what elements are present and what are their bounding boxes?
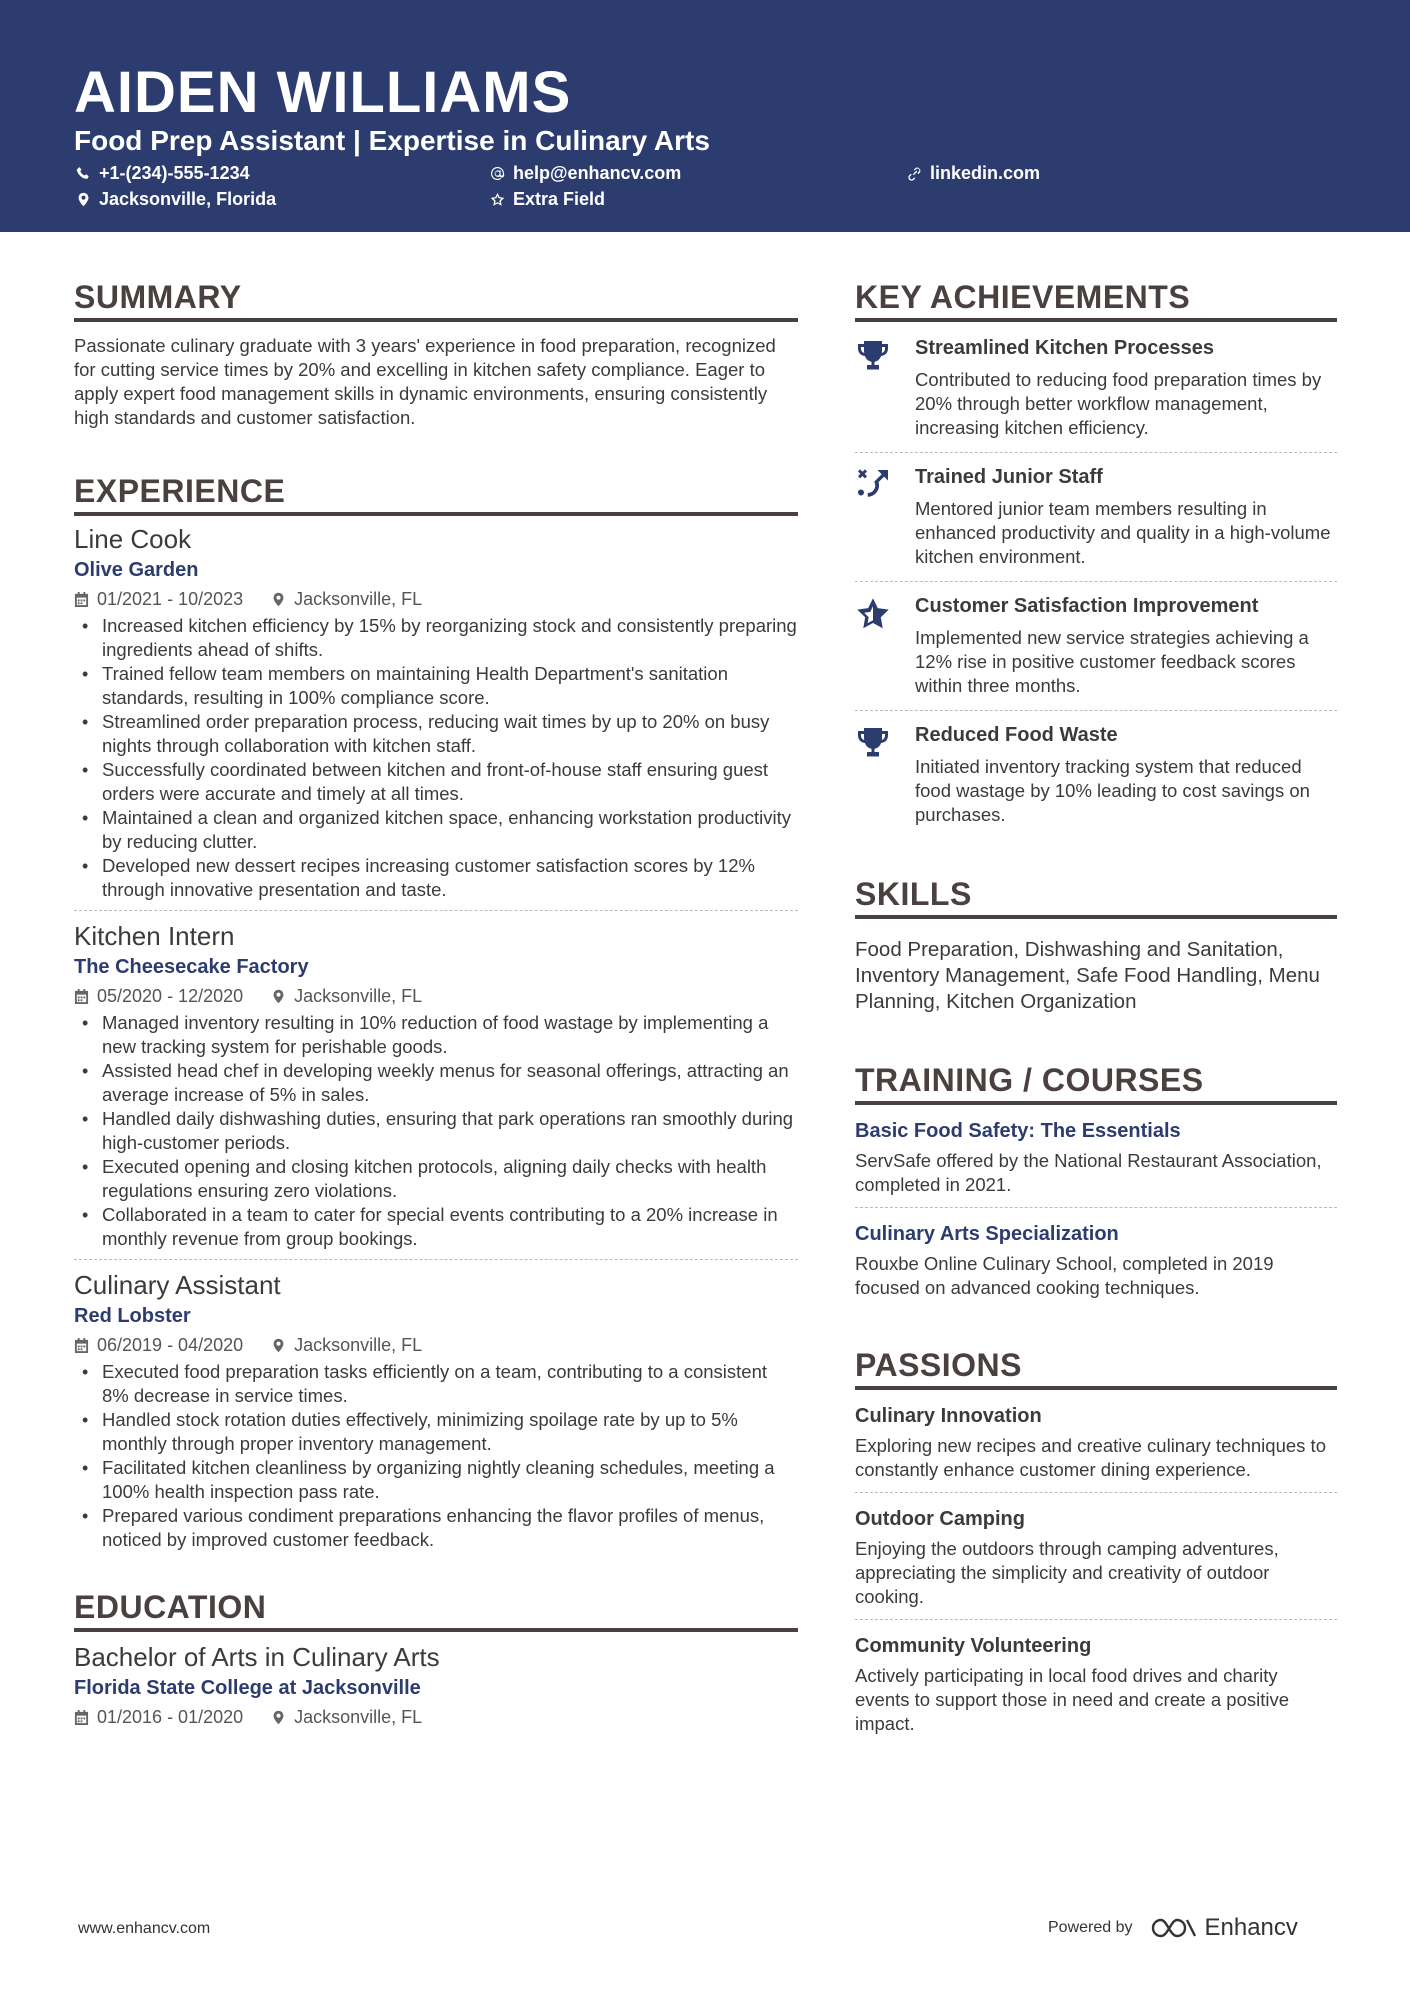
- job-bullets: [74, 614, 798, 902]
- job-meta: [74, 586, 798, 612]
- skills-heading: SKILLS: [855, 875, 1337, 919]
- calendar-icon: [74, 1338, 89, 1353]
- job-company: Olive Garden: [74, 559, 199, 581]
- passions-heading: PASSIONS: [855, 1346, 1337, 1390]
- training-section: [855, 1061, 1337, 1310]
- right-column: [855, 278, 1337, 1746]
- education-school: Florida State College at Jacksonville: [74, 1677, 421, 1699]
- job-bullets: [74, 1360, 798, 1552]
- job-entry: [74, 1259, 798, 1560]
- contact-phone[interactable]: [76, 161, 250, 185]
- summary-heading: SUMMARY: [74, 278, 798, 322]
- left-column: [74, 278, 798, 1732]
- footer-branding: [1048, 1914, 1298, 1942]
- location-pin-icon: [76, 192, 91, 207]
- achievements-section: [855, 278, 1337, 839]
- course-text: Rouxbe Online Culinary School, completed in 2019 focused on advanced cooking techniques.: [855, 1253, 1274, 1298]
- job-bullet: • Increased kitchen efficiency by 15% by reorganizing stock and consistently preparing ingredients ahead of shifts.: [74, 614, 798, 662]
- location-pin-icon: [271, 592, 286, 607]
- job-meta: [74, 983, 798, 1009]
- candidate-title: Food Prep Assistant | Expertise in Culinary Arts: [74, 125, 710, 156]
- location-pin-icon: [271, 1710, 286, 1725]
- achievement-item: [855, 710, 1337, 839]
- passion-text: Enjoying the outdoors through camping adventures, appreciating the simplicity and creativity of outdoor cooking.: [855, 1538, 1279, 1607]
- summary-text: Passionate culinary graduate with 3 years' experience in food preparation, recognized for cutting service times by 20% and excelling in kitchen safety compliance. Eager to apply expert food management skills in dynamic environments, ensuring consistently high standards and customer satisfaction.: [74, 335, 776, 428]
- passion-title: Culinary Innovation: [855, 1405, 1042, 1427]
- calendar-icon: [74, 989, 89, 1004]
- achievement-text: Mentored junior team members resulting in enhanced productivity and quality in a high-volume kitchen environment.: [915, 498, 1331, 567]
- trophy-icon: [855, 338, 891, 374]
- location-pin-icon: [271, 989, 286, 1004]
- achievement-item: [855, 452, 1337, 581]
- passion-title: Community Volunteering: [855, 1635, 1092, 1657]
- course-title: Basic Food Safety: The Essentials: [855, 1120, 1181, 1142]
- achievement-text: Implemented new service strategies achieving a 12% rise in positive customer feedback scores within three months.: [915, 627, 1309, 696]
- job-bullet: • Successfully coordinated between kitchen and front-of-house staff ensuring guest orders were accurate and timely at all times.: [74, 758, 798, 806]
- strategy-icon: [855, 467, 891, 503]
- course-title: Culinary Arts Specialization: [855, 1223, 1119, 1245]
- job-entry: [74, 910, 798, 1259]
- job-location: Jacksonville, FL: [294, 1335, 423, 1355]
- at-icon: [490, 166, 505, 181]
- job-bullet: • Collaborated in a team to cater for special events contributing to a 20% increase in monthly revenue from group bookings.: [74, 1203, 798, 1251]
- job-bullet: • Maintained a clean and organized kitchen space, enhancing workstation productivity by reducing clutter.: [74, 806, 798, 854]
- skills-text: Food Preparation, Dishwashing and Sanitation, Inventory Management, Safe Food Handling, Menu Planning, Kitchen Organization: [855, 938, 1320, 1013]
- job-entry: [74, 522, 798, 910]
- job-role: Culinary Assistant: [74, 1270, 281, 1300]
- passion-text: Actively participating in local food drives and charity events to support those in need and create a positive impact.: [855, 1665, 1290, 1734]
- course-item: [855, 1111, 1337, 1207]
- education-section: [74, 1588, 798, 1730]
- education-heading: EDUCATION: [74, 1588, 798, 1632]
- location-text: Jacksonville, Florida: [99, 189, 277, 209]
- phone-text: +1-(234)-555-1234: [99, 163, 250, 183]
- passion-item: [855, 1492, 1337, 1619]
- job-dates: 01/2021 - 10/2023: [97, 589, 244, 609]
- job-bullet: • Handled daily dishwashing duties, ensuring that park operations ran smoothly during high-customer periods.: [74, 1107, 798, 1155]
- job-role: Line Cook: [74, 524, 192, 554]
- job-dates: 05/2020 - 12/2020: [97, 986, 244, 1006]
- star-outline-icon: [490, 192, 505, 207]
- skills-section: [855, 875, 1337, 1015]
- job-bullet: • Managed inventory resulting in 10% reduction of food wastage by implementing a new tracking system for perishable goods.: [74, 1011, 798, 1059]
- passions-section: [855, 1346, 1337, 1746]
- education-degree: Bachelor of Arts in Culinary Arts: [74, 1642, 440, 1672]
- passion-text: Exploring new recipes and creative culinary techniques to constantly enhance customer dining experience.: [855, 1435, 1326, 1480]
- achievement-title: Customer Satisfaction Improvement: [915, 595, 1259, 617]
- experience-section: [74, 472, 798, 1560]
- resume-header: [0, 0, 1410, 232]
- achievements-heading: KEY ACHIEVEMENTS: [855, 278, 1337, 322]
- contact-extra: [490, 187, 605, 211]
- job-bullet: • Executed food preparation tasks efficiently on a team, contributing to a consistent 8% decrease in service times.: [74, 1360, 798, 1408]
- calendar-icon: [74, 592, 89, 607]
- job-role: Kitchen Intern: [74, 921, 235, 951]
- job-company: Red Lobster: [74, 1305, 191, 1327]
- job-dates: 06/2019 - 04/2020: [97, 1335, 244, 1355]
- contact-location: [76, 187, 276, 211]
- footer-website[interactable]: www.enhancv.com: [78, 1920, 211, 1937]
- achievement-item: [855, 581, 1337, 710]
- email-text: help@enhancv.com: [513, 163, 682, 183]
- passion-item: [855, 1396, 1337, 1492]
- job-bullet: • Assisted head chef in developing weekly menus for seasonal offerings, attracting an average increase of 5% in sales.: [74, 1059, 798, 1107]
- job-bullet: • Developed new dessert recipes increasing customer satisfaction scores by 12% through innovative presentation and taste.: [74, 854, 798, 902]
- enhancv-logo-icon: [1151, 1916, 1197, 1940]
- job-location: Jacksonville, FL: [294, 986, 423, 1006]
- achievement-title: Streamlined Kitchen Processes: [915, 337, 1215, 359]
- calendar-icon: [74, 1710, 89, 1725]
- candidate-name: AIDEN WILLIAMS: [74, 60, 572, 125]
- contact-email[interactable]: [490, 161, 681, 185]
- achievement-text: Contributed to reducing food preparation times by 20% through better workflow management, increasing kitchen efficiency.: [915, 369, 1322, 438]
- star-icon: [855, 596, 891, 632]
- enhancv-logo[interactable]: [1151, 1914, 1298, 1942]
- location-pin-icon: [271, 1338, 286, 1353]
- passion-item: [855, 1619, 1337, 1746]
- course-item: [855, 1207, 1337, 1310]
- brand-name: Enhancv: [1204, 1914, 1298, 1941]
- passion-title: Outdoor Camping: [855, 1508, 1025, 1530]
- link-icon: [907, 166, 922, 181]
- linkedin-text: linkedin.com: [930, 163, 1041, 183]
- job-bullet: • Handled stock rotation duties effectively, minimizing spoilage rate by up to 5% monthly through proper inventory management.: [74, 1408, 798, 1456]
- job-meta: [74, 1332, 798, 1358]
- trophy-icon: [855, 725, 891, 761]
- achievement-title: Trained Junior Staff: [915, 466, 1103, 488]
- summary-section: [74, 278, 798, 430]
- job-bullet: • Facilitated kitchen cleanliness by organizing nightly cleaning schedules, meeting a 100% health inspection pass rate.: [74, 1456, 798, 1504]
- education-meta: [74, 1704, 798, 1730]
- job-bullet: • Streamlined order preparation process, reducing wait times by up to 20% on busy nights through collaboration with kitchen staff.: [74, 710, 798, 758]
- job-bullet: • Prepared various condiment preparations enhancing the flavor profiles of menus, noticed by improved customer feedback.: [74, 1504, 798, 1552]
- phone-icon: [76, 166, 91, 181]
- achievement-text: Initiated inventory tracking system that reduced food wastage by 10% leading to cost savings on purchases.: [915, 756, 1310, 825]
- extra-field-text: Extra Field: [513, 189, 606, 209]
- powered-by-text: Powered by: [1048, 1919, 1133, 1936]
- job-bullet: • Executed opening and closing kitchen protocols, aligning daily checks with health regulations ensuring zero violations.: [74, 1155, 798, 1203]
- experience-heading: EXPERIENCE: [74, 472, 798, 516]
- job-bullets: [74, 1011, 798, 1251]
- job-location: Jacksonville, FL: [294, 589, 423, 609]
- contact-linkedin[interactable]: [907, 161, 1040, 185]
- job-company: The Cheesecake Factory: [74, 956, 309, 978]
- training-heading: TRAINING / COURSES: [855, 1061, 1337, 1105]
- education-dates: 01/2016 - 01/2020: [97, 1707, 244, 1727]
- education-location: Jacksonville, FL: [294, 1707, 423, 1727]
- achievement-title: Reduced Food Waste: [915, 724, 1118, 746]
- course-text: ServSafe offered by the National Restaurant Association, completed in 2021.: [855, 1150, 1322, 1195]
- achievement-item: [855, 324, 1337, 452]
- job-bullet: • Trained fellow team members on maintaining Health Department's sanitation standards, resulting in 100% compliance score.: [74, 662, 798, 710]
